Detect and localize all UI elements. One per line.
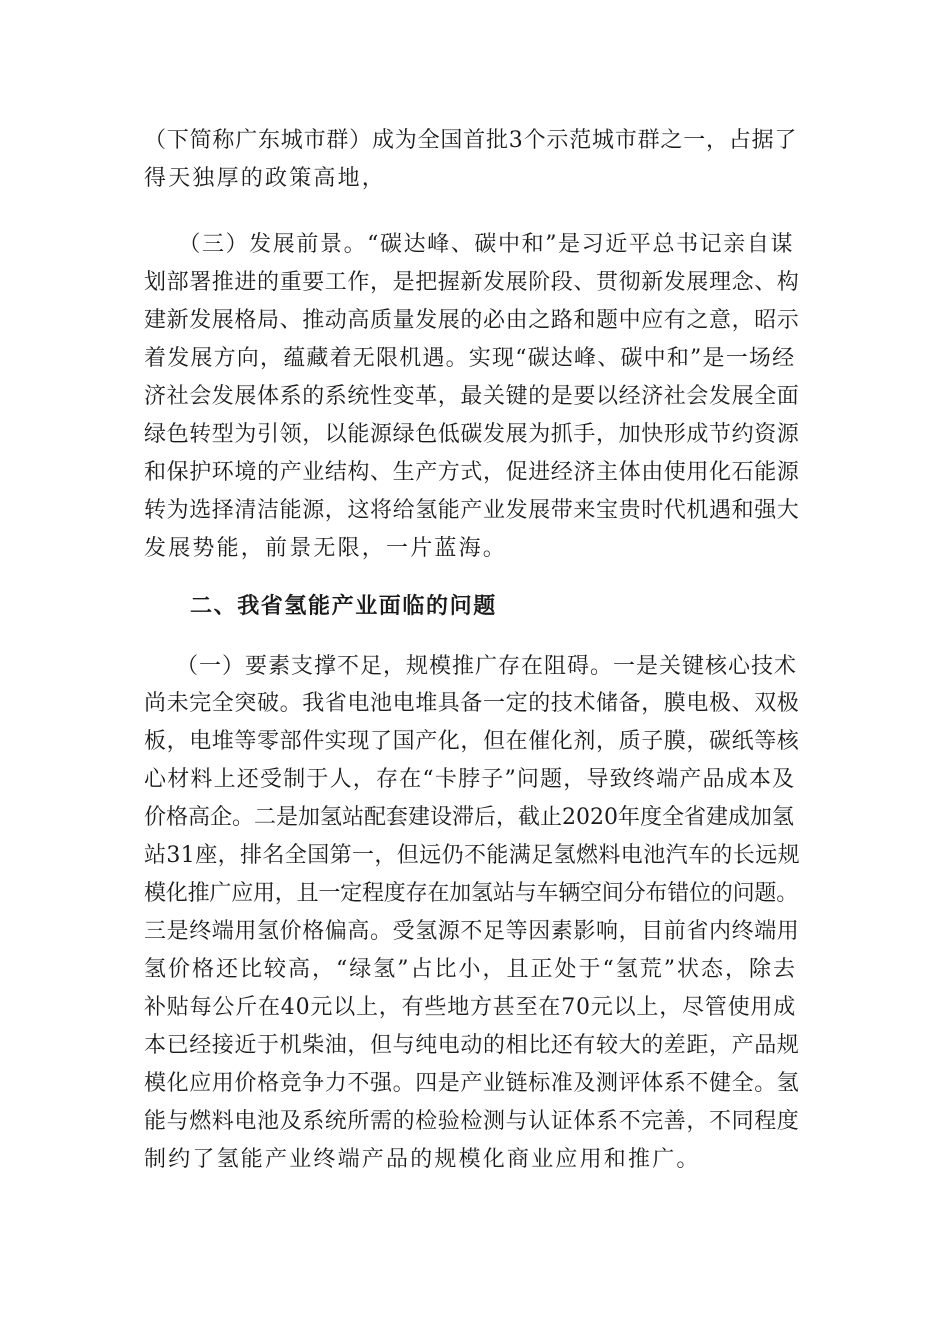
paragraph-line: （一）要素支撑不足，规模推广存在阻碍。一是关键核心技术 (144, 654, 797, 679)
section-heading: 二、我省氢能产业面临的问题 (190, 594, 497, 619)
paragraph-line: 转为选择清洁能源，这将给氢能产业发展带来宝贵时代机遇和强大 (144, 498, 800, 523)
paragraph-line: 模化应用价格竞争力不强。四是产业链标准及测评体系不健全。氢 (144, 1071, 800, 1096)
paragraph-line: 尚未完全突破。我省电池电堆具备一定的技术储备，膜电极、双极 (144, 691, 800, 716)
paragraph-line: 心材料上还受制于人，存在“卡脖子”问题，导致终端产品成本及 (144, 767, 796, 792)
paragraph-line: （下简称广东城市群）成为全国首批3个示范城市群之一，占据了 (144, 128, 798, 153)
paragraph-line: 三是终端用氢价格偏高。受氢源不足等因素影响，目前省内终端用 (144, 919, 800, 944)
paragraph-line: 绿色转型为引领，以能源绿色低碳发展为抓手，加快形成节约资源 (144, 422, 800, 447)
paragraph-line: 站31座，排名全国第一，但远仍不能满足氢燃料电池汽车的长远规 (144, 843, 800, 868)
paragraph-line: （三）发展前景。“碳达峰、碳中和”是习近平总书记亲自谋 (144, 232, 795, 257)
paragraph-line: 和保护环境的产业结构、生产方式，促进经济主体由使用化石能源 (144, 460, 800, 485)
paragraph-line: 制约了氢能产业终端产品的规模化商业应用和推广。 (144, 1147, 701, 1172)
paragraph-line: 划部署推进的重要工作，是把握新发展阶段、贯彻新发展理念、构 (144, 270, 800, 295)
paragraph-line: 发展势能，前景无限，一片蓝海。 (144, 536, 508, 561)
paragraph-line: 板，电堆等零部件实现了国产化，但在催化剂，质子膜，碳纸等核 (144, 729, 800, 754)
paragraph-line: 本已经接近于机柴油，但与纯电动的相比还有较大的差距，产品规 (144, 1033, 800, 1058)
paragraph-line: 建新发展格局、推动高质量发展的必由之路和题中应有之意，昭示 (144, 308, 800, 333)
paragraph-line: 补贴每公斤在40元以上，有些地方甚至在70元以上，尽管使用成 (144, 995, 796, 1020)
paragraph-line: 模化推广应用，且一定程度存在加氢站与车辆空间分布错位的问题。 (144, 881, 799, 906)
paragraph-line: 能与燃料电池及系统所需的检验检测与认证体系不完善，不同程度 (144, 1109, 800, 1134)
paragraph-line: 价格高企。二是加氢站配套建设滞后，截止2020年度全省建成加氢 (144, 805, 794, 830)
paragraph-line: 济社会发展体系的系统性变革，最关键的是要以经济社会发展全面 (144, 384, 800, 409)
paragraph-line: 着发展方向，蕴藏着无限机遇。实现“碳达峰、碳中和”是一场经 (144, 346, 796, 371)
paragraph-line: 得天独厚的政策高地， (144, 166, 387, 191)
paragraph-line: 氢价格还比较高，“绿氢”占比小，且正处于“氢荒”状态，除去 (144, 957, 797, 982)
